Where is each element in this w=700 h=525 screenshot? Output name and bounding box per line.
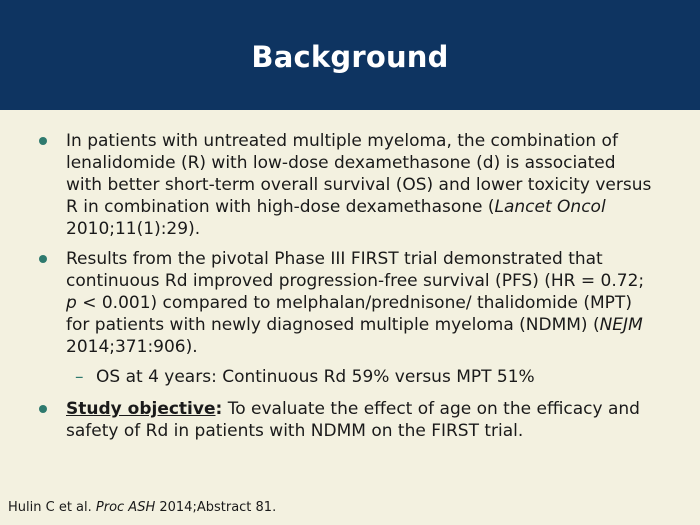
bullet-dot-icon (39, 255, 47, 263)
journal-name: Lancet Oncol (494, 197, 606, 217)
dash-icon: – (75, 367, 84, 387)
citation-journal: Proc ASH (95, 500, 156, 515)
citation-footer (8, 500, 276, 515)
bullet-first-trial (36, 248, 656, 358)
content-area (36, 130, 656, 450)
p-value-symbol: p (66, 293, 77, 313)
citation-suffix: 2014;Abstract 81. (155, 500, 277, 515)
study-objective-colon: : (215, 399, 223, 419)
study-objective-label: Study objective (66, 399, 216, 419)
bullet-text: In patients with untreated multiple myeloma, the combination of lenalidomide (R) with low-dose dexamethasone (d) is associated with better short-term overall survival (OS) and lower toxicity versus R in combination with high-dose dexamethasone ( (66, 131, 652, 217)
sub-bullet-text: OS at 4 years: Continuous Rd 59% versus MPT 51% (96, 367, 535, 387)
bullet-dot-icon (39, 137, 47, 145)
header-bar (0, 0, 700, 110)
citation-prefix: Hulin C et al. (8, 500, 96, 515)
slide-title: Background (251, 40, 449, 74)
bullet-background (36, 130, 656, 240)
bullet-text-end: 2010;11(1):29). (66, 219, 201, 239)
bullet-text: To evaluate the effect of age on the efficacy and safety of Rd in patients with NDMM on the FIRST trial. (66, 399, 640, 441)
journal-name: NEJM (599, 315, 643, 335)
sub-bullet-os (36, 366, 656, 388)
bullet-dot-icon (39, 405, 47, 413)
bullet-text: Results from the pivotal Phase III FIRST trial demonstrated that continuous Rd improved progression-free survival (PFS) (HR = 0.72; (66, 249, 645, 291)
bullet-text-end: 2014;371:906). (66, 337, 198, 357)
bullet-text-mid: < 0.001) compared to melphalan/prednisone/ thalidomide (MPT) for patients with newly diagnosed multiple myeloma (NDMM) ( (66, 293, 632, 335)
bullet-study-objective (36, 398, 656, 442)
